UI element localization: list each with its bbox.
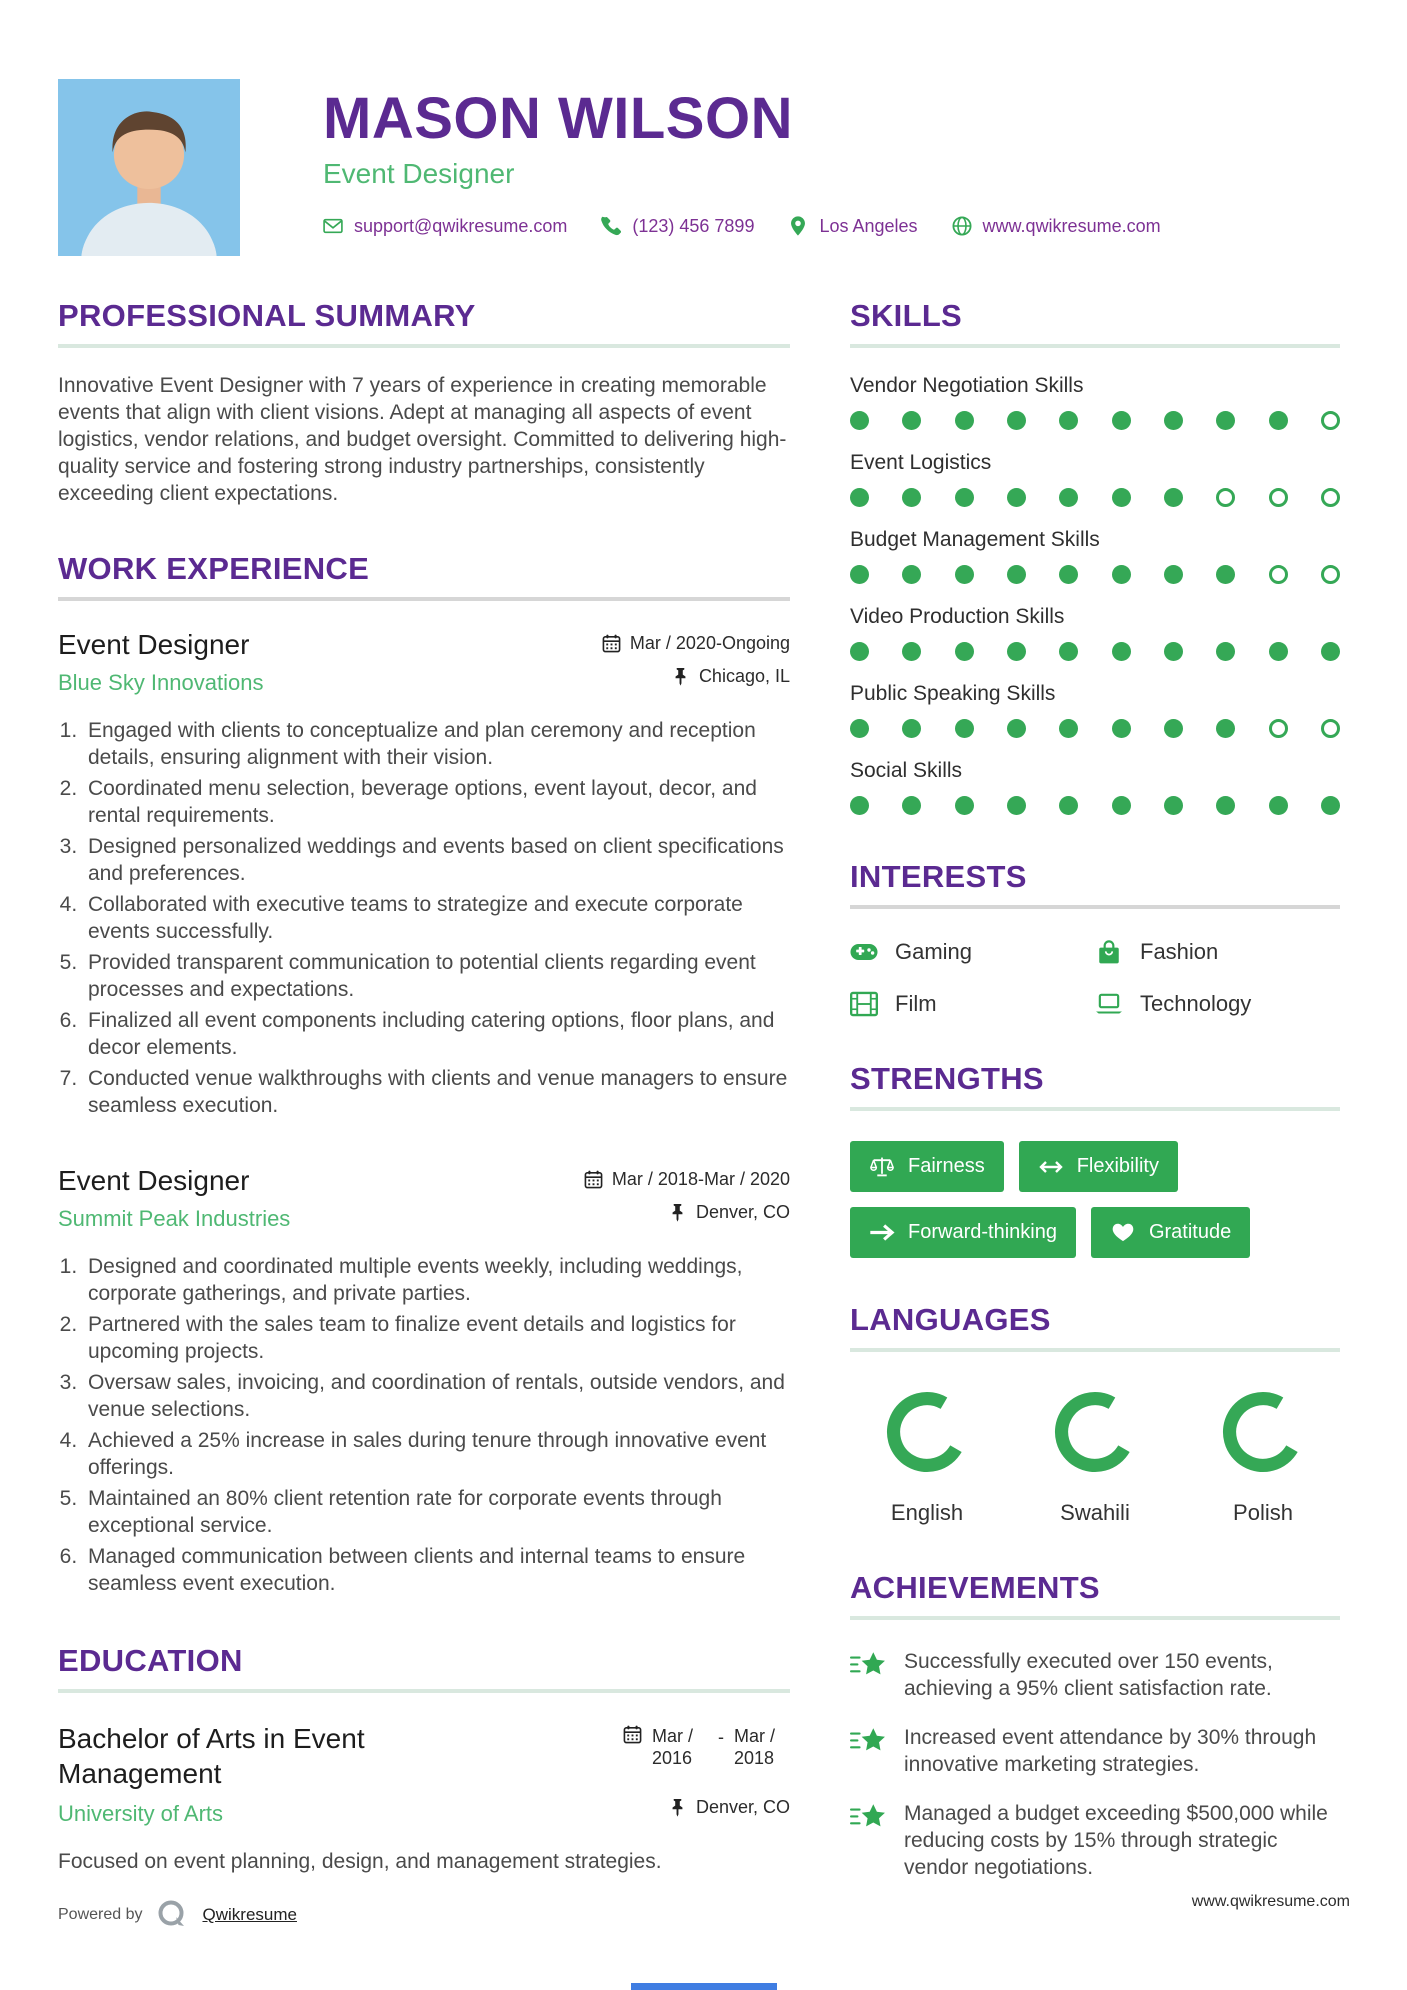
skill-dot-filled: [1112, 565, 1131, 584]
section-professional-summary: [58, 298, 790, 507]
language-item: [1198, 1388, 1328, 1526]
section-achievements: [850, 1570, 1340, 1881]
section-underline: [850, 344, 1340, 348]
contact-email: [323, 216, 567, 237]
contact-website: [952, 216, 1161, 237]
skill-name: Social Skills: [850, 759, 963, 782]
section-underline: [58, 1689, 790, 1693]
skill-dot-filled: [850, 796, 869, 815]
education-date-separator: -: [718, 1727, 724, 1747]
section-underline: [850, 1348, 1340, 1352]
strength-label: Forward-thinking: [908, 1221, 1057, 1243]
section-languages: [850, 1302, 1340, 1526]
skill-dot-filled: [1216, 565, 1235, 584]
skill-name: Vendor Negotiation Skills: [850, 374, 1084, 397]
skill-dot-filled: [1269, 796, 1288, 815]
school-name: University of Arts: [58, 1801, 224, 1826]
education-date-end: Mar / 2018: [734, 1726, 776, 1768]
language-progress-ring: [1051, 1388, 1139, 1476]
contact-phone: [601, 216, 754, 237]
strength-label: Gratitude: [1148, 1221, 1232, 1243]
interest-label: Gaming: [895, 939, 973, 964]
skill-dot-filled: [1112, 411, 1131, 430]
skill-rating: [850, 488, 1340, 507]
section-underline: [850, 1616, 1340, 1620]
header-text: [323, 79, 1161, 237]
job-location: Chicago, IL: [698, 666, 790, 686]
interest-item: [1095, 991, 1340, 1017]
achievements-heading: ACHIEVEMENTS: [850, 1570, 1100, 1605]
pushpin-icon: [671, 667, 690, 686]
job-bullet: 5. Maintained an 80% client retention rate for corporate events through exceptional service.: [83, 1485, 790, 1539]
job-bullet: 5. Provided transparent communication to potential clients regarding event processes and expectations.: [83, 949, 790, 1003]
skill-item: [850, 374, 1340, 430]
skill-dot-empty: [1216, 488, 1235, 507]
location-pin-icon: [788, 216, 808, 236]
skill-dot-filled: [1007, 565, 1026, 584]
qwikresume-logo-icon: [156, 1898, 190, 1932]
job-location-row: [584, 1202, 790, 1223]
skill-dot-filled: [955, 411, 974, 430]
skill-name: Public Speaking Skills: [850, 682, 1056, 705]
skill-item: [850, 451, 1340, 507]
skill-dot-filled: [1216, 642, 1235, 661]
skill-dot-filled: [902, 411, 921, 430]
skill-dot-filled: [1112, 642, 1131, 661]
interests-grid: [850, 939, 1340, 1017]
skill-dot-filled: [1164, 411, 1183, 430]
skill-dot-filled: [902, 719, 921, 738]
skill-dot-filled: [1112, 488, 1131, 507]
interest-label: Technology: [1140, 991, 1252, 1016]
job-header: [58, 1165, 790, 1235]
skill-dot-filled: [1059, 796, 1078, 815]
skill-dot-filled: [1269, 411, 1288, 430]
section-education: [58, 1643, 790, 1875]
job-entry: [58, 1165, 790, 1597]
globe-icon: [952, 216, 972, 236]
calendar-icon: [623, 1725, 642, 1744]
education-date-row: [623, 1725, 790, 1769]
job-title-block: [58, 629, 263, 699]
skill-rating: [850, 642, 1340, 661]
film-icon: [850, 991, 878, 1017]
job-location-row: [602, 666, 790, 687]
skill-dot-filled: [1164, 796, 1183, 815]
skill-dot-empty: [1321, 719, 1340, 738]
calendar-icon: [602, 634, 621, 653]
double-arrow-icon: [1038, 1159, 1064, 1175]
achievement-text: Managed a budget exceeding $500,000 while reducing costs by 15% through strategic vendor negotiations.: [904, 1802, 1328, 1879]
job-bullet: 6. Managed communication between clients and internal teams to ensure seamless event execution.: [83, 1543, 790, 1597]
job-bullet: 1. Designed and coordinated multiple events weekly, including weddings, corporate gatherings, and private parties.: [83, 1253, 790, 1307]
language-progress-ring: [883, 1388, 971, 1476]
section-work-experience: [58, 551, 790, 1597]
company-name: Blue Sky Innovations: [58, 670, 264, 695]
interest-item: [1095, 939, 1340, 965]
strength-label: Fairness: [908, 1155, 985, 1177]
strengths-badges: [850, 1141, 1340, 1258]
skill-dot-filled: [1164, 565, 1183, 584]
main-columns: [58, 298, 1350, 1925]
job-bullet: 2. Coordinated menu selection, beverage options, event layout, decor, and rental requirements.: [83, 775, 790, 829]
language-item: [1030, 1388, 1160, 1526]
skill-dot-filled: [1007, 719, 1026, 738]
job-bullet: 3. Oversaw sales, invoicing, and coordination of rentals, outside vendors, and venue selections.: [83, 1369, 790, 1423]
skill-dot-filled: [1112, 796, 1131, 815]
skill-dot-filled: [850, 719, 869, 738]
strengths-heading: STRENGTHS: [850, 1061, 1044, 1096]
website-link[interactable]: www.qwikresume.com: [982, 215, 1161, 236]
section-skills: [850, 298, 1340, 815]
heart-icon: [1110, 1223, 1136, 1242]
job-bullet: 1. Engaged with clients to conceptualize and plan ceremony and reception details, ensuring alignment with their vision.: [83, 717, 790, 771]
job-bullet: 6. Finalized all event components including catering options, floor plans, and decor elements.: [83, 1007, 790, 1061]
section-interests: [850, 859, 1340, 1017]
achievement-item: [850, 1724, 1340, 1778]
job-header: [58, 629, 790, 699]
job-title: Event Designer: [58, 1165, 250, 1196]
skill-rating: [850, 719, 1340, 738]
skill-dot-filled: [1164, 488, 1183, 507]
skill-dot-filled: [902, 642, 921, 661]
education-heading: EDUCATION: [58, 1643, 243, 1678]
language-item: [862, 1388, 992, 1526]
job-entry: [58, 629, 790, 1119]
job-date: Mar / 2018-Mar / 2020: [611, 1169, 790, 1189]
phone-icon: [601, 216, 621, 236]
skill-dot-filled: [955, 565, 974, 584]
skill-dot-empty: [1321, 565, 1340, 584]
skill-rating: [850, 796, 1340, 815]
languages-heading: LANGUAGES: [850, 1302, 1051, 1337]
pushpin-icon: [668, 1798, 687, 1817]
interests-heading: INTERESTS: [850, 859, 1027, 894]
skill-dot-filled: [1059, 488, 1078, 507]
profile-photo-image: [58, 79, 240, 256]
left-column: [58, 298, 790, 1925]
skill-dot-filled: [1321, 796, 1340, 815]
job-bullet-list: [58, 717, 790, 1119]
skill-name: Budget Management Skills: [850, 528, 1100, 551]
language-label: English: [890, 1500, 964, 1525]
skill-dot-filled: [902, 565, 921, 584]
header: [58, 0, 1350, 256]
skill-dot-filled: [955, 642, 974, 661]
skill-dot-filled: [1269, 642, 1288, 661]
summary-text: Innovative Event Designer with 7 years of experience in creating memorable events that align with client visions. Adept at managing all aspects of event logistics, vendor relations, and budget oversight. Committed to delivering high-quality service and fostering strong industry partnerships, consistently exceeding client expectations.: [58, 374, 787, 505]
job-date: Mar / 2020-Ongoing: [629, 633, 790, 653]
skill-dot-filled: [902, 488, 921, 507]
shopping-bag-icon: [1095, 939, 1123, 965]
footer-website: www.qwikresume.com: [1191, 1893, 1350, 1910]
skill-dot-filled: [902, 796, 921, 815]
skill-dot-filled: [1216, 796, 1235, 815]
achievement-item: [850, 1800, 1340, 1881]
company-name: Summit Peak Industries: [58, 1206, 291, 1231]
person-name: MASON WILSON: [323, 86, 793, 151]
job-location: Denver, CO: [695, 1202, 790, 1222]
job-date-row: [602, 633, 790, 654]
calendar-icon: [584, 1170, 603, 1189]
achievement-text: Increased event attendance by 30% through innovative marketing strategies.: [904, 1726, 1317, 1776]
footer: [58, 1898, 297, 1932]
section-underline: [58, 344, 790, 348]
skills-list: [850, 374, 1340, 815]
job-bullet: 4. Achieved a 25% increase in sales during tenure through innovative event offerings.: [83, 1427, 790, 1481]
strength-label: Flexibility: [1076, 1155, 1159, 1177]
language-label: Polish: [1233, 1500, 1293, 1525]
education-entry: [58, 1721, 790, 1830]
phone-link[interactable]: (123) 456 7899: [632, 215, 755, 236]
skill-dot-filled: [1007, 796, 1026, 815]
languages-list: [850, 1388, 1340, 1526]
skill-dot-filled: [1059, 642, 1078, 661]
skill-dot-empty: [1269, 488, 1288, 507]
envelope-icon: [323, 216, 343, 236]
skill-dot-filled: [850, 642, 869, 661]
job-bullet-list: [58, 1253, 790, 1597]
skill-dot-filled: [850, 411, 869, 430]
arrow-right-icon: [869, 1224, 895, 1241]
shooting-star-icon: [850, 1650, 886, 1680]
skill-dot-empty: [1269, 565, 1288, 584]
skill-item: [850, 605, 1340, 661]
skills-heading: SKILLS: [850, 298, 963, 333]
language-label: Swahili: [1060, 1500, 1130, 1525]
job-bullet: 7. Conducted venue walkthroughs with clients and venue managers to ensure seamless execution.: [83, 1065, 790, 1119]
skill-dot-filled: [1007, 642, 1026, 661]
section-strengths: [850, 1061, 1340, 1258]
skill-dot-filled: [1059, 565, 1078, 584]
skill-item: [850, 528, 1340, 584]
shooting-star-icon: [850, 1802, 886, 1832]
powered-by-label: Powered by: [58, 1906, 143, 1923]
shooting-star-icon: [850, 1726, 886, 1756]
strength-badge: [1019, 1141, 1178, 1192]
interest-label: Fashion: [1140, 939, 1219, 964]
achievement-text: Successfully executed over 150 events, achieving a 95% client satisfaction rate.: [904, 1650, 1273, 1700]
section-underline: [58, 597, 790, 601]
skill-dot-filled: [1164, 719, 1183, 738]
education-meta: [623, 1721, 790, 1830]
skill-dot-empty: [1269, 719, 1288, 738]
gamepad-icon: [850, 939, 878, 965]
skill-rating: [850, 411, 1340, 430]
section-underline: [850, 1107, 1340, 1111]
job-title: Event Designer: [58, 629, 250, 660]
education-location: Denver, CO: [695, 1797, 790, 1817]
achievement-item: [850, 1648, 1340, 1702]
education-title-block: [58, 1721, 488, 1830]
job-title-block: [58, 1165, 290, 1235]
person-title: Event Designer: [323, 157, 515, 189]
skill-dot-filled: [1321, 642, 1340, 661]
bottom-scroll-indicator[interactable]: [631, 1983, 777, 1990]
skill-item: [850, 682, 1340, 738]
skill-dot-empty: [1321, 411, 1340, 430]
email-link[interactable]: support@qwikresume.com: [354, 215, 568, 236]
skill-dot-filled: [955, 796, 974, 815]
contact-location: [788, 216, 917, 237]
education-date-start: Mar / 2016: [652, 1726, 694, 1768]
strength-badge: [850, 1207, 1076, 1258]
location-text: Los Angeles: [819, 215, 918, 236]
degree-name: Bachelor of Arts in Event Management: [58, 1723, 365, 1789]
skill-dot-filled: [850, 488, 869, 507]
interest-item: [850, 991, 1095, 1017]
skill-dot-filled: [955, 719, 974, 738]
skill-dot-filled: [1164, 642, 1183, 661]
skill-dot-empty: [1321, 488, 1340, 507]
contact-row: [323, 216, 1161, 237]
interest-label: Film: [895, 991, 937, 1016]
skill-dot-filled: [1112, 719, 1131, 738]
skill-dot-filled: [1007, 411, 1026, 430]
skill-dot-filled: [1059, 411, 1078, 430]
job-meta: [602, 629, 790, 699]
education-note: Focused on event planning, design, and management strategies.: [58, 1850, 662, 1873]
skill-dot-filled: [850, 565, 869, 584]
job-date-row: [584, 1169, 790, 1190]
laptop-icon: [1095, 991, 1123, 1017]
skill-dot-filled: [955, 488, 974, 507]
skill-name: Video Production Skills: [850, 605, 1065, 628]
skill-dot-filled: [1059, 719, 1078, 738]
skill-rating: [850, 565, 1340, 584]
skill-item: [850, 759, 1340, 815]
education-location-row: [623, 1797, 790, 1818]
language-progress-ring: [1219, 1388, 1307, 1476]
work-heading: WORK EXPERIENCE: [58, 551, 370, 586]
section-underline: [850, 905, 1340, 909]
job-bullet: 2. Partnered with the sales team to finalize event details and logistics for upcoming projects.: [83, 1311, 790, 1365]
job-bullet: 3. Designed personalized weddings and events based on client specifications and preferences.: [83, 833, 790, 887]
skill-dot-filled: [1007, 488, 1026, 507]
strength-badge: [850, 1141, 1004, 1192]
profile-photo: [58, 79, 240, 256]
skill-dot-filled: [1216, 411, 1235, 430]
summary-heading: PROFESSIONAL SUMMARY: [58, 298, 476, 333]
achievements-list: [850, 1648, 1340, 1881]
job-meta: [584, 1165, 790, 1235]
skill-dot-filled: [1216, 719, 1235, 738]
job-bullet: 4. Collaborated with executive teams to strategize and execute corporate events successfully.: [83, 891, 790, 945]
strength-badge: [1091, 1207, 1250, 1258]
skill-name: Event Logistics: [850, 451, 992, 474]
right-column: [850, 298, 1340, 1925]
qwikresume-link[interactable]: Qwikresume: [202, 1905, 297, 1924]
scales-icon: [869, 1156, 895, 1178]
pushpin-icon: [668, 1203, 687, 1222]
interest-item: [850, 939, 1095, 965]
